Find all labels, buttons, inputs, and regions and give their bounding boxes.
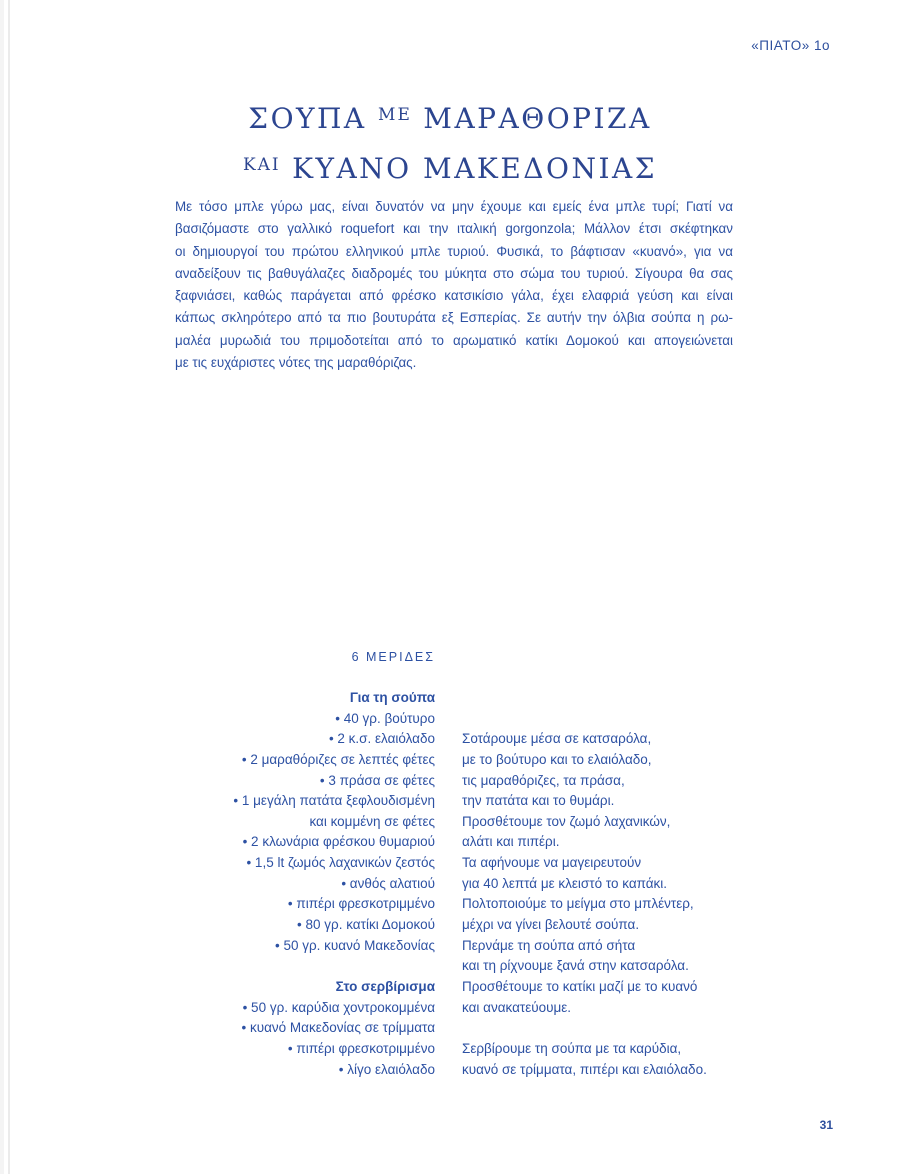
instruction-line: την πατάτα και το θυμάρι.: [462, 793, 615, 809]
instruction-line: κυανό σε τρίμματα, πιπέρι και ελαιόλαδο.: [462, 1061, 707, 1077]
intro-line: οι δημιουργοί του πρώτου ελληνικού μπλε τυριού. Φυσικά, το βάφτισαν «κυανό», για να: [175, 243, 733, 259]
recipe-row: [140, 688, 765, 709]
intro-line: βασιζόμαστε στο γαλλικό roquefort και την ιταλική gorgonzola; Μάλλον έτσι σκέφτηκαν: [175, 221, 733, 237]
instruction-line: τις μαραθόριζες, τα πράσα,: [462, 772, 625, 788]
intro-line: μαλέα μυρωδιά του πριμοδοτείται από το αρωματικό κατίκι Δομοκού και απογειώνεται: [175, 332, 733, 348]
title-small-word-me: ΜΕ: [378, 105, 412, 125]
recipe-row: [140, 853, 765, 874]
title-small-word-kai: ΚΑΙ: [242, 155, 281, 175]
intro-line: αναδείξουν τις βαθυγάλαζες διαδρομές του μύκητα στο σώμα του τυριού. Σίγουρα θα σας: [175, 265, 733, 281]
recipe-row: [140, 812, 765, 833]
instruction-line: [462, 688, 765, 709]
title-word: ΜΑΡΑΘΟΡΙΖΑ: [423, 102, 652, 135]
instruction-line: για 40 λεπτά με κλειστό το καπάκι.: [462, 875, 668, 891]
recipe-grid: [140, 688, 765, 1080]
recipe-title: [0, 92, 900, 192]
page-number: 31: [819, 1118, 833, 1132]
intro-line: με τις ευχάριστες νότες της μαραθόριζας.: [175, 355, 417, 371]
recipe-row: [140, 977, 765, 998]
ingredient-line: • πιπέρι φρεσκοτριμμένο: [287, 896, 435, 912]
ingredient-line: • 50 γρ. καρύδια χοντροκομμένα: [242, 999, 435, 1015]
ingredient-line: • 50 γρ. κυανό Μακεδονίας: [274, 937, 435, 953]
title-line-1: [248, 102, 651, 135]
instruction-line: Περνάμε τη σούπα από σήτα: [462, 937, 636, 953]
section-heading: Για τη σούπα: [349, 690, 435, 705]
recipe-row: [140, 771, 765, 792]
recipe-row: [140, 998, 765, 1019]
instruction-line: με το βούτυρο και το ελαιόλαδο,: [462, 751, 652, 767]
instruction-line: και τη ρίχνουμε ξανά στην κατσαρόλα.: [462, 958, 689, 974]
instruction-line: [462, 1018, 765, 1039]
recipe-row: [140, 874, 765, 895]
instruction-line: Σερβίρουμε τη σούπα με τα καρύδια,: [462, 1040, 682, 1056]
recipe-row: [140, 1060, 765, 1081]
recipe-row: [140, 1039, 765, 1060]
recipe-row: [140, 915, 765, 936]
intro-line: Με τόσο μπλε γύρω μας, είναι δυνατόν να μην έχουμε και εμείς ένα μπλε τυρί; Γιατί να: [175, 199, 733, 214]
instruction-line: [462, 709, 765, 730]
title-line-2: [243, 152, 657, 185]
ingredient-line: • ανθός αλατιού: [341, 875, 435, 891]
ingredient-line: • κυανό Μακεδονίας σε τρίμματα: [241, 1020, 435, 1036]
intro-line: ξαφνιάσει, καθώς παράγεται από φρέσκο κατσικίσιο γάλα, έχει ελαφριά γεύση και είναι: [175, 288, 733, 304]
intro-paragraph: [175, 196, 733, 374]
ingredient-line: • πιπέρι φρεσκοτριμμένο: [287, 1040, 435, 1056]
ingredient-line: • 80 γρ. κατίκι Δομοκού: [297, 917, 435, 933]
instruction-line: Πολτοποιούμε το μείγμα στο μπλέντερ,: [462, 896, 694, 912]
instruction-line: αλάτι και πιπέρι.: [462, 834, 560, 850]
instruction-line: και ανακατεύουμε.: [462, 999, 572, 1015]
ingredient-line: • 1 μεγάλη πατάτα ξεφλουδισμένη: [233, 793, 435, 809]
recipe-row: [140, 709, 765, 730]
ingredient-line: • λίγο ελαιόλαδο: [338, 1061, 435, 1077]
ingredient-line: • 1,5 lt ζωμός λαχανικών ζεστός: [246, 855, 435, 871]
recipe-row: [140, 956, 765, 977]
instruction-line: Προσθέτουμε τον ζωμό λαχανικών,: [462, 813, 671, 829]
ingredient-line: • 40 γρ. βούτυρο: [335, 710, 435, 726]
intro-line: κάπως σκληρότερο από τα πιο βουτυράτα εξ Εσπερίας. Σε αυτήν την όλβια σούπα η ρω-: [175, 310, 733, 326]
recipe-row: [140, 832, 765, 853]
ingredient-line: και κομμένη σε φέτες: [309, 813, 435, 829]
section-heading: Στο σερβίρισμα: [335, 978, 435, 994]
ingredient-line: • 2 κλωνάρια φρέσκου θυμαριού: [242, 834, 435, 850]
ingredient-line: • 2 μαραθόριζες σε λεπτές φέτες: [241, 751, 435, 767]
chapter-header: «ΠΙΑΤΟ» 1ο: [751, 38, 830, 53]
instruction-line: Τα αφήνουμε να μαγειρευτούν: [462, 855, 642, 871]
recipe-row: [140, 729, 765, 750]
recipe-row: [140, 936, 765, 957]
recipe-row: [140, 894, 765, 915]
title-word: ΣΟΥΠΑ: [248, 102, 367, 135]
recipe-row: [140, 1018, 765, 1039]
instruction-line: Προσθέτουμε το κατίκι μαζί με το κυανό: [462, 978, 698, 994]
recipe-row: [140, 791, 765, 812]
ingredient-line: • 2 κ.σ. ελαιόλαδο: [328, 731, 435, 747]
servings-label: 6 ΜΕΡΙΔΕΣ: [351, 650, 435, 664]
instruction-line: Σοτάρουμε μέσα σε κατσαρόλα,: [462, 731, 652, 747]
ingredient-line: • 3 πράσα σε φέτες: [319, 772, 435, 788]
recipe-row: [140, 750, 765, 771]
ingredient-line: [140, 956, 435, 977]
instruction-line: μέχρι να γίνει βελουτέ σούπα.: [462, 917, 640, 933]
title-word: ΚΥΑΝΟ ΜΑΚΕΔΟΝΙΑΣ: [292, 152, 658, 185]
